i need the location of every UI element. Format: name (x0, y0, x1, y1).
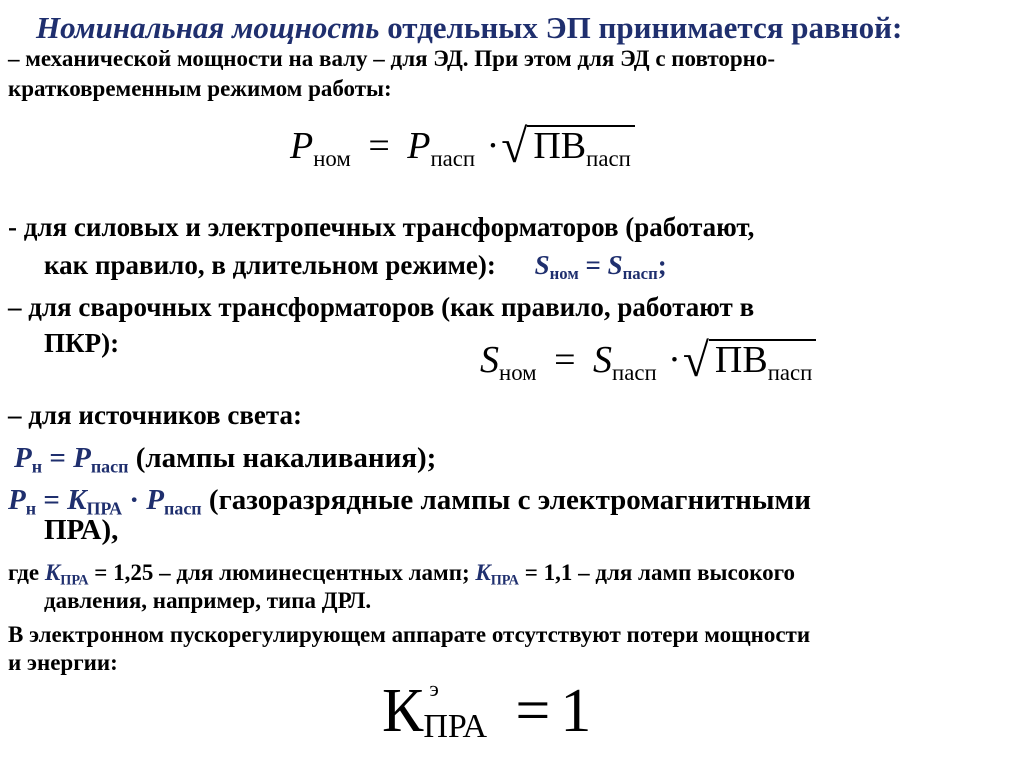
title-italic: Номинальная мощность (36, 10, 380, 45)
trans-mode-text: как правило, в длительном режиме): (44, 250, 496, 280)
f3-indices (423, 676, 505, 745)
l1-var2: P (73, 442, 91, 474)
f3-sub: ПРА (423, 708, 488, 745)
trans-eq: = (578, 250, 608, 280)
text-line-where (8, 560, 795, 589)
l2-var1: P (8, 484, 26, 516)
f2-eq: = (554, 339, 576, 382)
f2-sqrt (683, 334, 817, 388)
text-line-transformers: - для силовых и электропечных трансформаторов (работают, (8, 212, 755, 242)
f2-radicand (709, 339, 816, 385)
l2-dot: · (122, 484, 147, 516)
k2-text: = 1,1 – для ламп высокого (518, 560, 796, 585)
title-rest: отдельных ЭП принимается равной: (379, 10, 903, 45)
f1-radicand (527, 125, 634, 171)
f3-eq: = (515, 677, 551, 745)
text-line-welding: – для сварочных трансформаторов (как правило, работают в (8, 292, 755, 322)
radical-icon: √ (501, 121, 528, 173)
k1-formula (44, 560, 89, 589)
f2-rhs-var: S (593, 339, 613, 382)
f2-lhs-sub: ном (499, 360, 537, 386)
formula-s-nom-inline (534, 250, 667, 284)
l1-sub1: н (31, 456, 43, 477)
f2-rhs-sub: пасп (612, 360, 657, 386)
f3-main: К (382, 677, 424, 745)
f2-lhs-var: S (480, 339, 499, 382)
text-line-electronic: В электронном пускорегулирующем аппарате отсутствуют потери мощности (8, 622, 811, 647)
f2-dot: · (668, 339, 681, 382)
f1-root-sub: пасп (586, 146, 631, 172)
f1-rhs-sub: пасп (430, 146, 476, 172)
f1-lhs-var: P (290, 125, 314, 168)
gas-discharge-formula (8, 484, 202, 519)
formula-incandescent (14, 442, 436, 477)
l1-var1: P (14, 442, 32, 474)
l2-sub2: ПРА (86, 498, 123, 519)
l2-var3: P (146, 484, 164, 516)
trans-var1: S (534, 250, 550, 280)
f1-eq: = (368, 125, 390, 168)
l2-sub1: н (25, 498, 37, 519)
text-line-mechanical: – механической мощности на валу – для ЭД. При этом для ЭД с повторно- (8, 46, 776, 71)
k1-text: = 1,25 – для люминесцентных ламп; (88, 560, 476, 585)
text-line-pkr-mode: кратковременным режимом работы: (8, 76, 392, 101)
l2-sub3: пасп (163, 498, 202, 519)
f3-sup: э (429, 676, 439, 701)
l1-eq: = (42, 442, 74, 474)
text-line-where-cont: давления, например, типа ДРЛ. (44, 588, 372, 613)
l1-sub2: пасп (90, 456, 129, 477)
where-pre: где (8, 560, 45, 585)
l2-text: (газоразрядные лампы с электромагнитными (201, 484, 811, 516)
k2-sub: ПРА (490, 572, 519, 589)
l2-eq: = (36, 484, 68, 516)
f3-value: 1 (560, 677, 592, 745)
k2-formula (475, 560, 519, 589)
text-line-pra-cont: ПРА), (44, 514, 119, 546)
formula-gas-discharge (8, 484, 811, 519)
f1-root-main: ПВ (533, 125, 587, 168)
radical-icon: √ (682, 335, 709, 387)
k1-sub: ПРА (60, 572, 89, 589)
incandescent-formula (14, 442, 129, 477)
trans-sub2: пасп (622, 264, 658, 284)
f1-dot: · (486, 125, 500, 168)
text-line-transformers-cont (44, 250, 667, 284)
trans-var2: S (607, 250, 623, 280)
f2-root-sub: пасп (767, 360, 813, 386)
formula-k-pra (382, 676, 592, 745)
page-title (36, 10, 902, 46)
l1-text: (лампы накаливания); (128, 442, 437, 474)
f1-rhs-var: P (407, 125, 431, 168)
formula-p-nom (290, 120, 635, 174)
text-line-electronic-cont: и энергии: (8, 650, 118, 675)
text-line-welding-cont: ПКР): (44, 328, 120, 358)
k2-var: K (475, 560, 491, 585)
f1-lhs-sub: ном (313, 146, 351, 172)
formula-s-nom (480, 334, 816, 388)
text-line-light-sources: – для источников света: (8, 400, 302, 430)
trans-end: ; (657, 250, 667, 280)
k1-var: K (44, 560, 61, 585)
f1-sqrt (501, 120, 635, 174)
trans-sub1: ном (549, 264, 579, 284)
f2-root-main: ПВ (714, 339, 768, 382)
l2-var2: K (67, 484, 87, 516)
